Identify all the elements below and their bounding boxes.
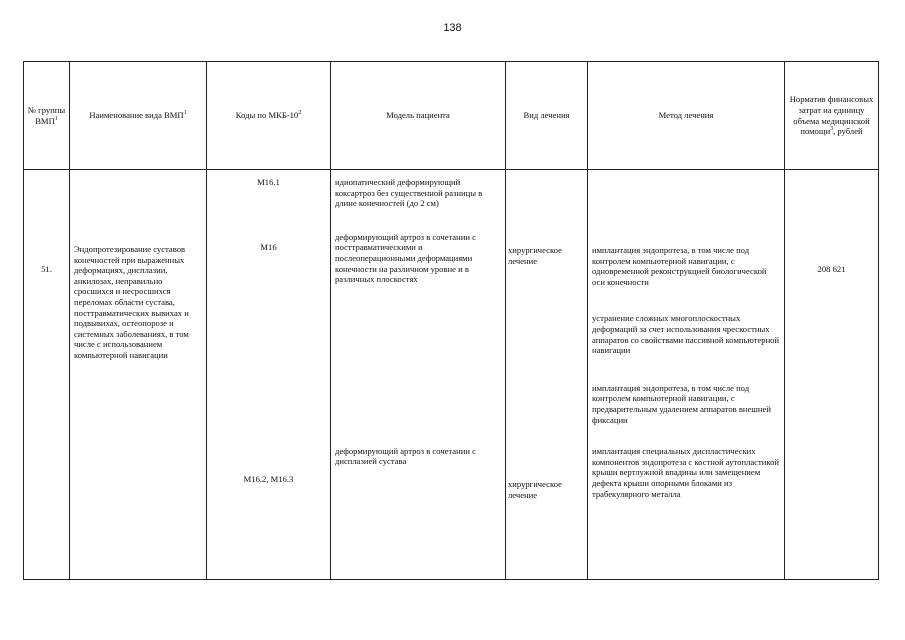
icd-code-3: M16.2, M16.3	[243, 474, 294, 485]
cost-value: 208 621	[817, 264, 846, 274]
group-number: 51.	[41, 264, 52, 274]
patient-model-1: идиопатический деформирующий коксартроз без существенной разницы в длине конечностей (до 2 см)	[335, 177, 483, 209]
table-header-row	[24, 62, 879, 170]
treatment-type-2: хирургическое лечение	[508, 479, 562, 500]
icd-code-2: M16	[260, 241, 277, 252]
header-treatment-type: Вид лечения	[506, 62, 588, 170]
group-number-cell	[24, 170, 70, 580]
treatment-method-4: имплантация специальных диспластических компонентов эндопротеза с костной аутопластикой крыши вертлужной впадины или замещением дефекта крыши опорными блоками из трабекулярного металла	[592, 446, 779, 499]
header-icd-codes: Коды по МКБ-$10^2$	[207, 62, 331, 170]
patient-model-3: деформирующий артроз в сочетании с дисплазией сустава	[335, 445, 476, 467]
icd-codes-cell	[207, 170, 331, 580]
table-row	[24, 170, 879, 580]
patient-model-cell	[331, 170, 506, 580]
treatment-method-2: устранение сложных многоплоскостных деформаций за счет использования чрескостных аппаратов со свойствами пассивной компьютерной навигации	[592, 313, 780, 356]
treatment-method-1: имплантация эндопротеза, в том числе под контролем компьютерной навигации, с одновременной реконструкцией биологической оси конечности	[592, 245, 767, 287]
treatment-method-cell	[588, 170, 785, 580]
treatment-type-cell	[506, 170, 588, 580]
header-patient-model: Модель пациента	[331, 62, 506, 170]
treatment-method-3: имплантация эндопротеза, в том числе под контролем компьютерной навигации, с предварительным удалением аппаратов внешней фиксации	[592, 382, 771, 425]
vmp-name-cell	[70, 170, 207, 580]
vmp-table	[23, 61, 879, 580]
header-cost-standard: Норматив финансовых затрат на единицу объема медицинской помощи$^3$, рублей	[785, 62, 879, 170]
vmp-name: Эндопротезирование суставов конечностей при выраженных деформациях, дисплазии, анкилозах, неправильно сросшихся и несросшихся переломах области сустава, посттравматических вывихах и подвывихах, остеопорозе и системных заболеваниях, в том числе с использованием компьютерной навигации	[74, 244, 189, 360]
treatment-type-1: хирургическое лечение	[508, 245, 562, 266]
patient-model-2: деформирующий артроз в сочетании с посттравматическими и послеоперационными деформациями конечности на различном уровне и в различных плоскостях	[335, 231, 476, 285]
header-treatment-method: Метод лечения	[588, 62, 785, 170]
icd-code-1: M16.1	[257, 177, 280, 187]
header-group-number: № группы ВМП$^1$	[24, 62, 70, 170]
cost-cell	[785, 170, 879, 580]
page-number: 138	[443, 22, 462, 34]
header-vmp-name: Наименование вида ВМП$^1$	[70, 62, 207, 170]
